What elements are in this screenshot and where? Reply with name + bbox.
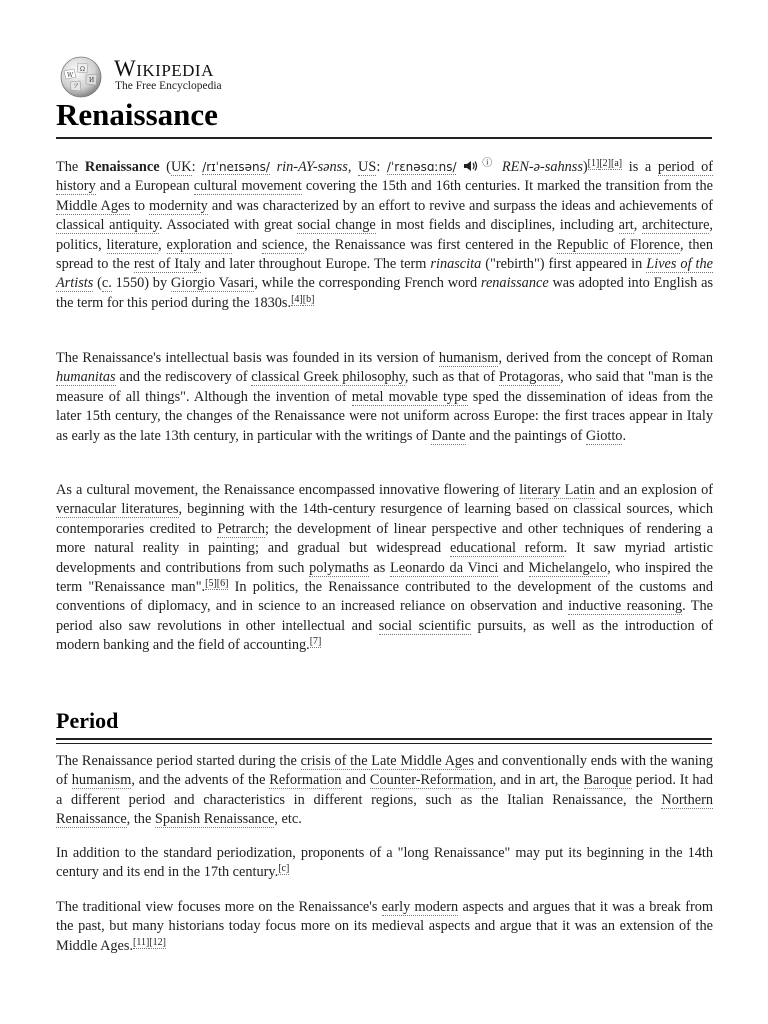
link-social-change[interactable]: social change xyxy=(297,217,376,234)
link-science[interactable]: science xyxy=(262,236,305,253)
link-literary-latin[interactable]: literary Latin xyxy=(519,482,595,498)
us-respelling[interactable]: REN-ə-sahnss xyxy=(501,159,583,175)
section-divider-thin xyxy=(56,743,712,744)
link-reformation[interactable]: Reformation xyxy=(269,772,342,789)
site-header xyxy=(56,53,712,99)
us-ipa-link[interactable]: /ˈrɛnəsɑːns/ xyxy=(386,160,457,174)
ref-12[interactable]: [12] xyxy=(149,936,167,948)
ref-7[interactable]: [7] xyxy=(309,636,322,648)
us-link[interactable]: US xyxy=(358,159,377,175)
link-polymaths[interactable]: polymaths xyxy=(309,559,369,576)
link-early-modern[interactable]: early modern xyxy=(381,899,459,915)
link-exploration[interactable]: exploration xyxy=(166,236,232,253)
link-cultural-movement[interactable]: cultural movement xyxy=(193,178,302,195)
link-social-scientific[interactable]: social scientific xyxy=(378,617,471,634)
intro-paragraph-3: As a cultural movement, the Renaissance encompassed innovative flowering of literary Latin and an explosion of vernacular literatures, beginning with the 14th-century resurgence of learning based on classical sources, which contemporaries credited to Petrarch; the development of linear perspective and other techniques of rendering a more natural reality in painting; and gradual but widespread educational reform. It saw myriad artistic developments and contributions from such polymaths as Leonardo da Vinci and Michelangelo, who inspired the term "Renaissance man".[5][6] In politics, the Renaissance contributed to the development of the customs and conventions of diplomacy, and in science to an increased reliance on observation and inductive reasoning. The period also saw revolutions in other intellectual and social scientific pursuits, as well as the introduction of modern banking and the field of accounting.[7] xyxy=(56,482,714,654)
link-circa[interactable]: c. xyxy=(101,275,112,292)
term-renaissance: renaissance xyxy=(480,275,549,292)
link-metal-movable-type[interactable]: metal movable type xyxy=(351,388,468,405)
page-title: Renaissance xyxy=(56,97,218,132)
link-lives-of-the-artists[interactable]: Lives of the Artists xyxy=(56,256,714,292)
link-vernacular-literatures[interactable]: vernacular literatures xyxy=(56,501,179,518)
note-a[interactable]: [a] xyxy=(611,158,623,169)
term-rinascita: rinascita xyxy=(430,256,482,273)
link-humanism[interactable]: humanism xyxy=(438,350,499,366)
link-modernity[interactable]: modernity xyxy=(149,197,208,214)
link-classical-greek-philosophy[interactable]: classical Greek philosophy xyxy=(251,369,405,386)
link-humanitas[interactable]: humanitas xyxy=(56,369,116,386)
link-giorgio-vasari[interactable]: Giorgio Vasari xyxy=(170,275,255,292)
link-leonardo-da-vinci[interactable]: Leonardo da Vinci xyxy=(390,559,499,576)
link-spanish-renaissance[interactable]: Spanish Renaissance xyxy=(154,811,275,828)
link-baroque[interactable]: Baroque xyxy=(583,772,632,789)
link-middle-ages[interactable]: Middle Ages xyxy=(56,197,130,214)
link-period-of-history[interactable]: period of history xyxy=(56,159,713,195)
link-inductive-reasoning[interactable]: inductive reasoning xyxy=(568,598,683,615)
section-heading-period: Period xyxy=(56,708,119,733)
period-paragraph-1: The Renaissance period started during the crisis of the Late Middle Ages and conventionally ends with the waning of humanism, and the advents of the Reformation and Counter-Reformation, and in art, the Baroque period. It had a different period and characteristics in different regions, such as the Italian Renaissance, the Northern Renaissance, the Spanish Renaissance, etc. xyxy=(56,753,714,828)
uk-ipa-link[interactable]: /rɪˈneɪsəns/ xyxy=(202,160,270,174)
site-wordmark[interactable]: WIKIPEDIA xyxy=(114,56,214,81)
link-petrarch[interactable]: Petrarch xyxy=(217,520,266,537)
link-art[interactable]: art xyxy=(618,217,634,234)
link-dante[interactable]: Dante xyxy=(431,427,466,444)
site-tagline: The Free Encyclopedia xyxy=(115,80,222,92)
uk-link[interactable]: UK xyxy=(170,159,192,175)
link-classical-antiquity[interactable]: classical antiquity xyxy=(56,217,160,234)
ref-4[interactable]: [4] xyxy=(291,293,303,305)
title-divider xyxy=(56,137,712,139)
svg-text:W: W xyxy=(67,72,74,79)
ref-2[interactable]: [2] xyxy=(599,158,612,169)
intro-paragraph-2: The Renaissance's intellectual basis was founded in its version of humanism, derived from the concept of Roman humanitas and the rediscovery of classical Greek philosophy, such as that of Protagoras, who said that "man is the measure of all things". Although the invention of metal movable type sped the dissemination of ideas from the later 15th century, the changes of the Renaissance were not uniform across Europe: the first traces appear in Italy as early as the late 13th century, in particular with the writings of Dante and the paintings of Giotto. xyxy=(56,350,714,444)
note-b[interactable]: [b] xyxy=(302,293,315,305)
ref-6[interactable]: [6] xyxy=(216,578,229,590)
link-republic-of-florence[interactable]: Republic of Florence xyxy=(556,236,680,253)
svg-text:Ω: Ω xyxy=(80,66,85,73)
note-c[interactable]: [c] xyxy=(278,863,290,875)
ref-5[interactable]: [5] xyxy=(205,578,217,590)
link-architecture[interactable]: architecture xyxy=(641,217,710,234)
info-icon[interactable]: ⓘ xyxy=(479,158,496,169)
link-humanism-2[interactable]: humanism xyxy=(71,772,132,789)
link-michelangelo[interactable]: Michelangelo xyxy=(528,559,608,576)
section-divider xyxy=(56,738,712,740)
speaker-icon[interactable] xyxy=(463,160,479,172)
link-protagoras[interactable]: Protagoras xyxy=(498,369,561,386)
svg-text:И: И xyxy=(89,77,95,84)
period-paragraph-2: In addition to the standard periodization, proponents of a "long Renaissance" may put its beginning in the 14th century and its end in the 17th century.[c] xyxy=(56,845,713,881)
period-paragraph-3: The traditional view focuses more on the Renaissance's early modern aspects and argues that it was a break from the past, but many historians today focus more on its medieval aspects and argue that it was an extension of the Middle Ages.[11][12] xyxy=(56,899,714,954)
link-northern-renaissance[interactable]: Northern Renaissance xyxy=(56,791,713,828)
link-literature[interactable]: literature xyxy=(106,236,159,253)
ref-1[interactable]: [1] xyxy=(587,158,600,169)
uk-respelling[interactable]: rin-AY-sənss xyxy=(276,159,348,175)
link-counter-reformation[interactable]: Counter-Reformation xyxy=(369,772,493,789)
wikipedia-globe-icon[interactable] xyxy=(56,55,106,99)
intro-paragraph-1: The Renaissance (UK: /rɪˈneɪsəns/ rin-AY-sənss, US: /ˈrɛnəsɑːns/ ⓘ REN-ə-sahnss)[1][2][a] is a period of history and a European cultural movement covering the 15th and 16th centuries. It marked the transition from the Middle Ages to modernity and was characterized by an effort to revive and surpass the ideas and achievements of classical antiquity. Associated with great social change in most fields and disciplines, including art, architecture, politics, literature, exploration and science, the Renaissance was first centered in the Republic of Florence, then spread to the rest of Italy and later throughout Europe. The term rinascita ("rebirth") first appeared in Lives of the Artists (c. 1550) by Giorgio Vasari, while the corresponding French word renaissance was adopted into English as the term for this period during the 1830s.[4][b] xyxy=(56,158,714,311)
svg-text:ア: ア xyxy=(73,83,80,90)
link-rest-of-italy[interactable]: rest of Italy xyxy=(133,256,201,273)
link-giotto[interactable]: Giotto xyxy=(585,427,623,444)
ref-11[interactable]: [11] xyxy=(133,936,150,948)
link-crisis-late-middle-ages[interactable]: crisis of the Late Middle Ages xyxy=(300,753,474,769)
bold-term: Renaissance xyxy=(84,159,160,175)
link-educational-reform[interactable]: educational reform xyxy=(450,540,564,557)
